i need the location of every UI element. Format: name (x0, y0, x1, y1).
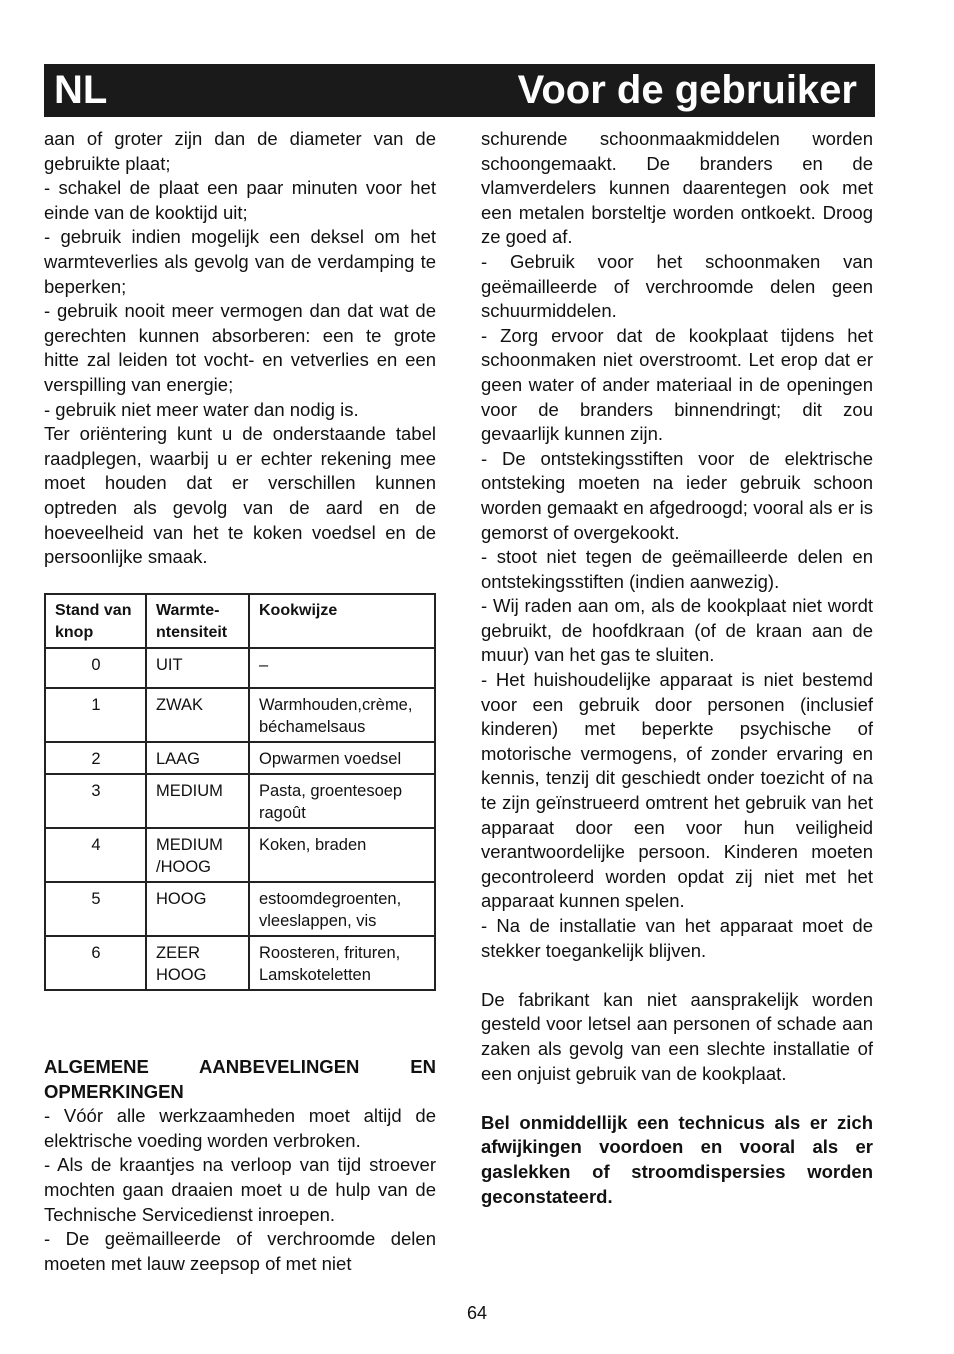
table-cell: MEDIUM (146, 774, 249, 828)
table-row (45, 648, 435, 688)
paragraph: - gebruik nooit meer vermogen dan dat wat de gerechten kunnen absorberen: een te grote hitte zal leiden tot vocht- en vetverlies en een verspilling van energie; (44, 300, 436, 395)
table-cell: 2 (45, 742, 146, 774)
table-row (45, 688, 435, 742)
table-cell: 5 (45, 882, 146, 936)
header-cell: Kookwijze (249, 594, 435, 648)
paragraph: - Na de installatie van het apparaat moet de stekker toegankelijk blijven. (481, 915, 873, 961)
language-label: NL (54, 68, 108, 112)
table-cell: 4 (45, 828, 146, 882)
table-cell: Warmhouden,crème, béchamelsaus (249, 688, 435, 742)
page-number: 64 (466, 1303, 488, 1323)
table-cell: Koken, braden (249, 828, 435, 882)
spacer (481, 963, 873, 988)
table-cell: ZWAK (146, 688, 249, 742)
table-cell: Pasta, groentesoep ragoût (249, 774, 435, 828)
table-cell: Roosteren, frituren, Lamskoteletten (249, 936, 435, 990)
left-column (44, 127, 436, 570)
page-header (44, 64, 875, 117)
paragraph: Ter oriëntering kunt u de onderstaande tabel raadplegen, waarbij u er echter rekening mee moet houden dat er verschillen kunnen optreden als gevolg van de aard en de hoeveelheid van het te koken voedsel en de persoonlijke smaak. (44, 423, 436, 568)
paragraph: - De ontstekingsstiften voor de elektrische ontsteking moeten na ieder gebruik schoon worden gemaakt en afgedroogd; vooral als er is gemorst of overgekookt. (481, 447, 873, 543)
table-row (45, 742, 435, 774)
table-cell: MEDIUM /HOOG (146, 828, 249, 882)
heat-settings-table (44, 593, 436, 991)
recommendations-section (44, 1055, 436, 1276)
paragraph: - Zorg ervoor dat de kookplaat tijdens het schoonmaken niet overstroomt. Let erop dat er geen water of ander materiaal in de openingen voor de branders binnendringt; dit zou gevaarlijk kunnen zijn. (481, 324, 873, 445)
table-row (45, 882, 435, 936)
header-cell: Stand van knop (45, 594, 146, 648)
table-cell: estoomdegroenten, vleeslappen, vis (249, 882, 435, 936)
paragraph: - gebruik indien mogelijk een deksel om het warmteverlies als gevolg van de verdamping te beperken; (44, 226, 436, 297)
paragraph: - Wij raden aan om, als de kookplaat niet wordt gebruikt, de hoofdkraan (of de kraan aan de muur) van het gas te sluiten. (481, 595, 873, 666)
paragraph: - Als de kraantjes na verloop van tijd stroever mochten gaan draaien moet u de hulp van de Technische Servicedienst inroepen. (44, 1154, 436, 1225)
disclaimer-text: De fabrikant kan niet aansprakelijk worden gesteld voor letsel aan personen of schade aan zaken als gevolg van een slechte installatie of een onjuist gebruik van de kookplaat. (481, 988, 873, 1084)
paragraph: - stoot niet tegen de geëmailleerde delen en ontstekingsstiften (indien aanwezig). (481, 546, 873, 592)
table-cell: 1 (45, 688, 146, 742)
table-cell: Opwarmen voedsel (249, 742, 435, 774)
paragraph: - gebruik niet meer water dan nodig is. (44, 398, 359, 420)
page-title: Voor de gebruiker (517, 68, 857, 112)
header-cell: Warmte-ntensiteit (146, 594, 249, 648)
table-cell: HOOG (146, 882, 249, 936)
table-header-row (45, 594, 435, 648)
paragraph: schurende schoonmaakmiddelen worden schoongemaakt. De branders en de vlamverdelers kunnen daarentegen ook met een metalen borsteltje worden ontkoekt. Droog ze goed af. (481, 128, 873, 248)
paragraph: - Vóór alle werkzaamheden moet altijd de elektrische voeding worden verbroken. (44, 1105, 436, 1151)
paragraph: aan of groter zijn dan de diameter van de gebruikte plaat; (44, 128, 436, 174)
spacer (481, 1086, 873, 1111)
warning-text: Bel onmiddellijk een technicus als er zich afwijkingen voordoen en vooral als er gaslekken of stroomdispersies worden geconstateerd. (481, 1111, 873, 1207)
table-cell: 6 (45, 936, 146, 990)
section-heading: ALGEMENE AANBEVELINGEN EN OPMERKINGEN (44, 1056, 436, 1102)
right-column (481, 127, 873, 1209)
table-row (45, 936, 435, 990)
table-cell: 3 (45, 774, 146, 828)
table-cell: – (249, 648, 435, 688)
table-cell: LAAG (146, 742, 249, 774)
table-cell: 0 (45, 648, 146, 688)
paragraph: - schakel de plaat een paar minuten voor het einde van de kooktijd uit; (44, 177, 436, 223)
paragraph: - Het huishoudelijke apparaat is niet bestemd voor een gebruik door personen (inclusief kinderen) met beperkte psychische of motorische vermogens, of zonder ervaring en kennis, tenzij dit geschiedt onder toezicht of na te zijn geïnstrueerd omtrent het gebruik van het apparaat door een voor hun veiligheid verantwoordelijke persoon. Kinderen moeten gecontroleerd worden opdat zij niet met het apparaat kunnen spelen. (481, 669, 873, 912)
table-cell: UIT (146, 648, 249, 688)
paragraph: - De geëmailleerde of verchroomde delen moeten met lauw zeepsop of met niet (44, 1228, 436, 1274)
paragraph: - Gebruik voor het schoonmaken van geëmailleerde of verchroomde delen geen schuurmiddelen. (481, 250, 873, 322)
table-cell: ZEER HOOG (146, 936, 249, 990)
table-row (45, 828, 435, 882)
table-row (45, 774, 435, 828)
